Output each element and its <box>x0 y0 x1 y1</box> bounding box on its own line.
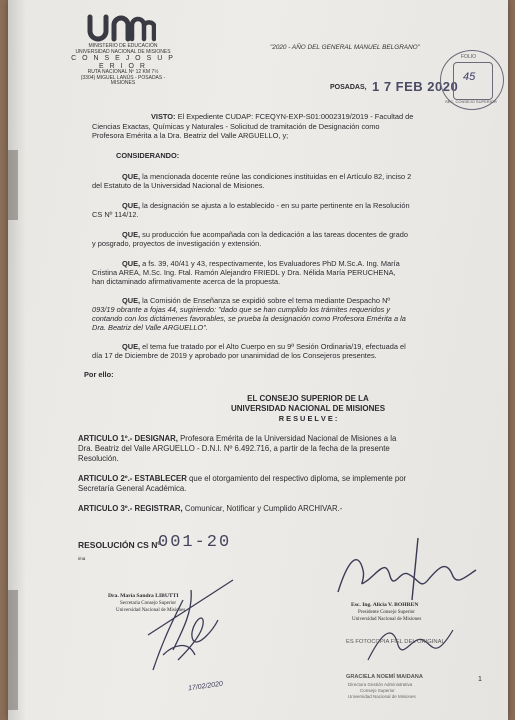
copy-signature <box>363 620 463 670</box>
date-stamp: 1 7 FEB 2020 <box>372 79 459 94</box>
articulo-text: Resolución. <box>78 454 119 463</box>
edge-mark <box>8 590 18 710</box>
bottom-signatory-name: GRACIELA NOEMÍ MAIDANA <box>346 674 423 680</box>
articulo-text: Secretaría General Académica. <box>78 484 187 493</box>
que-paragraph <box>122 259 508 268</box>
articulo-text: Comunicar, Notificar y Cumplido ARCHIVAR.- <box>184 504 343 513</box>
articulo-text: que el otorgamiento del respectivo diploma, se implemente por <box>189 474 407 483</box>
que-text: día 17 de Diciembre de 2019 y aprobado por unanimidad de los Consejeros presentes. <box>92 351 377 360</box>
que-text: y posgrado, proyectos de investigación y extensión. <box>92 239 262 248</box>
bottom-signatory-role: Universidad Nacional de Misiones <box>348 694 416 699</box>
right-signatory-role: Presidente Consejo Superior <box>358 610 415 615</box>
left-signatory-role: Universidad Nacional de Misiones <box>116 608 186 613</box>
address-line: RUTA NACIONAL Nº 12 KM 7½ <box>87 69 159 76</box>
que-text: su producción fue acompañada con la dedicación a las tareas docentes de grado <box>142 230 408 239</box>
que-text: contando con los dictámenes favorables, se prueba la designación como Profesora Emérita a la <box>92 314 406 323</box>
edge-mark <box>8 150 18 220</box>
que-text: CS Nº 114/12. <box>92 210 139 219</box>
left-signatory-role: Secretaria Consejo Superior <box>120 601 177 606</box>
que-paragraph <box>122 296 508 305</box>
folio-number: 45 <box>463 71 476 83</box>
president-signature <box>328 530 498 610</box>
university-logo <box>84 11 156 45</box>
bottom-signatory-role: Consejo Superior <box>360 688 395 693</box>
ministry-block <box>68 44 178 87</box>
articulo-label: ARTICULO 3º.- REGISTRAR, <box>78 504 183 513</box>
que-label: QUE, <box>122 172 141 181</box>
que-paragraph <box>122 172 508 181</box>
que-text: la designación se ajusta a lo establecido - en su parte pertinente en la Resolución <box>142 201 410 210</box>
page-number: 1 <box>478 676 482 683</box>
ministry-line: UNIVERSIDAD NACIONAL DE MISIONES <box>75 48 171 55</box>
visto-text: Ciencias Exactas, Químicas y Naturales - Solicitud de tramitación de Designación como <box>92 122 380 131</box>
folio-bottom: SEC. CONSEJO SUPERIOR <box>445 99 497 104</box>
que-text: han dictaminado afirmativamente acerca de la propuesta. <box>92 277 281 286</box>
year-motto: "2020 - AÑO DEL GENERAL MANUEL BELGRANO" <box>270 44 420 51</box>
articulo-3 <box>78 504 508 513</box>
que-text: del Estatuto de la Universidad Nacional de Misiones. <box>92 181 265 190</box>
right-signatory-name: Esc. Ing. Alicia V. BOHREN <box>351 602 419 608</box>
resuelve-heading: R E S U E L V E : <box>278 414 338 423</box>
que-label: QUE, <box>122 259 141 268</box>
copy-stamp: ES FOTOCOPIA FIEL DEL ORIGINAL <box>346 639 445 645</box>
considerando-heading: CONSIDERANDO: <box>116 151 180 160</box>
folio-stamp <box>440 50 504 110</box>
articulo-text: Dra. Beatriz del Valle ARGUELLO - D.N.I. Nº 6.492.716, a partir de la fecha de la presente <box>78 444 390 453</box>
left-signatory-name: Dra. María Sandra LIBUTTI <box>108 593 179 599</box>
que-text: 093/19 obrante a fojas 44, sugiriendo: "dado que se han cumplido los trámites requeridos y <box>92 305 391 314</box>
articulo-text: Profesora Emérita de la Universidad Nacional de Misiones a la <box>180 434 397 443</box>
que-paragraph <box>122 342 508 351</box>
articulo-label: ARTICULO 2º.- ESTABLECER <box>78 474 187 483</box>
secretary-signature <box>133 560 253 680</box>
resolucion-number: 001-20 <box>158 533 232 552</box>
visto-label: VISTO: <box>151 112 176 121</box>
consejo-header: C O N S E J O S U P E R I O R <box>71 55 175 70</box>
articulo-2 <box>78 474 508 483</box>
que-label: QUE, <box>122 230 141 239</box>
por-ello: Por ello: <box>84 370 114 379</box>
visto-text: Profesora Emérita a la Dra. Beatriz del Valle ARGUELLO, y; <box>92 131 289 140</box>
que-label: QUE, <box>122 296 141 305</box>
que-paragraph <box>122 230 508 239</box>
address-line: (3304) MIGUEL LANÚS - POSADAS - MISIONES <box>80 74 166 87</box>
consejo-heading: EL CONSEJO SUPERIOR DE LA <box>247 394 369 403</box>
articulo-1 <box>78 434 508 443</box>
consejo-heading: UNIVERSIDAD NACIONAL DE MISIONES <box>230 404 386 413</box>
que-text: a fs. 39, 40/41 y 43, respectivamente, los Evaluadores PhD M.Sc.A. Ing. María <box>142 259 400 268</box>
right-signatory-role: Universidad Nacional de Misiones <box>352 617 422 622</box>
que-paragraph <box>122 201 508 210</box>
que-label: QUE, <box>122 201 141 210</box>
que-text: Dra. Beatriz del Valle ARGUELLO". <box>92 323 208 332</box>
document-page <box>8 0 508 720</box>
city-label: POSADAS, <box>330 84 367 91</box>
initials: ima <box>78 556 86 561</box>
que-text: la mencionada docente reúne las condiciones instituidas en el Artículo 82, inciso 2 <box>142 172 412 181</box>
visto-paragraph <box>151 112 508 121</box>
visto-text: El Expediente CUDAP: FCEQYN-EXP-S01:0002319/2019 - Facultad de <box>177 112 414 121</box>
que-label: QUE, <box>122 342 141 351</box>
bottom-signatory-role: Directora Gestión Administrativa <box>348 682 413 687</box>
articulo-label: ARTICULO 1º.- DESIGNAR, <box>78 434 178 443</box>
resolucion-label: RESOLUCIÓN CS Nº <box>78 540 161 550</box>
que-text: el tema fue tratado por el Alto Cuerpo en su 9ª Sesión Ordinaria/19, efectuada el <box>142 342 406 351</box>
ministry-line: MINISTERIO DE EDUCACIÓN <box>88 43 158 49</box>
que-text: Cristina AREA, M.Sc. Ing. Ftal. Ramón Alejandro FRIEDL y Dra. Nélida María PERUCHENA, <box>92 268 396 277</box>
que-text: la Comisión de Enseñanza se expidió sobre el tema mediante Despacho Nº <box>142 296 391 305</box>
handwritten-date: 17/02/2020 <box>187 680 224 693</box>
folio-label: FOLIO <box>461 54 477 60</box>
